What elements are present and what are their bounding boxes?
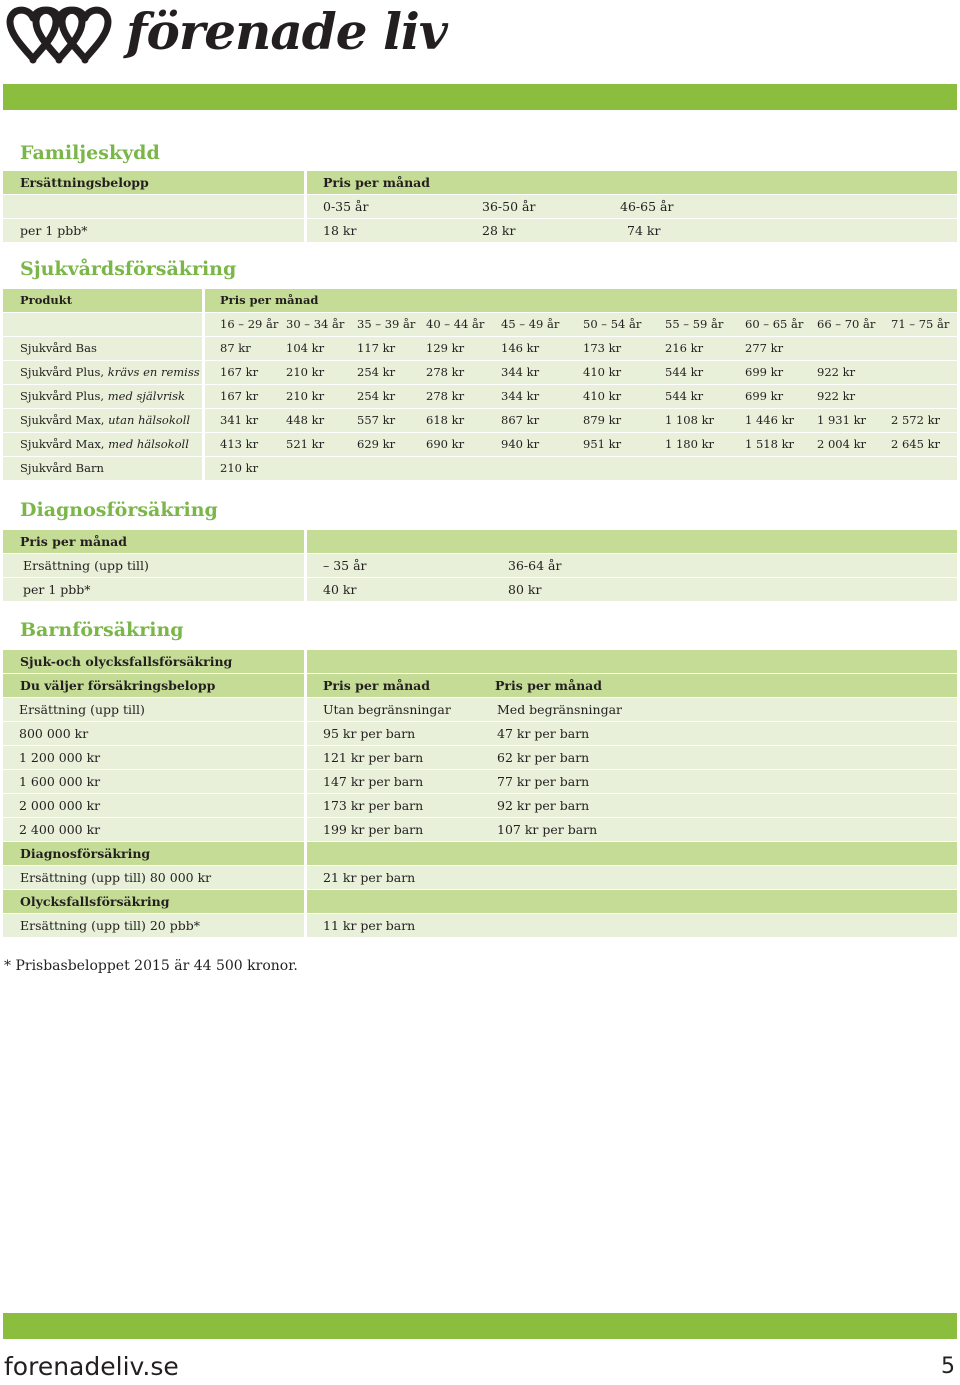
row-label: Ersättning (upp till) [23, 558, 149, 573]
price-cell: 690 kr [426, 437, 465, 451]
price-cell: 210 kr [286, 389, 325, 403]
age-cell: 45 – 49 år [501, 317, 560, 331]
price-cell: 278 kr [426, 389, 465, 403]
product-name [20, 385, 185, 408]
price-cell: 2 004 kr [817, 437, 867, 451]
table-cell: 199 kr per barn [323, 822, 424, 837]
product-name [20, 361, 200, 384]
age-cell: 16 – 29 år [220, 317, 279, 331]
table-cell: 800 000 kr [19, 726, 89, 741]
price-cell: 216 kr [665, 341, 704, 355]
table-cell: 77 kr per barn [497, 774, 590, 789]
price-cell: 940 kr [501, 437, 540, 451]
price-cell: 146 kr [501, 341, 540, 355]
logo [4, 2, 447, 68]
price-cell: 1 931 kr [817, 413, 867, 427]
price-cell: 951 kr [583, 437, 622, 451]
table-cell: Ersättning (upp till) 80 000 kr [20, 870, 212, 885]
table-cell: 147 kr per barn [323, 774, 424, 789]
price-cell: 410 kr [583, 365, 622, 379]
footnote: * Prisbasbeloppet 2015 är 44 500 kronor. [4, 958, 298, 974]
header-cell: Diagnosförsäkring [20, 846, 151, 861]
header-cell: Produkt [20, 293, 73, 307]
price-cell: 879 kr [583, 413, 622, 427]
table-cell: Med begränsningar [497, 702, 622, 717]
hearts-logo-icon [4, 4, 114, 66]
table-row [3, 313, 957, 336]
table-row [3, 794, 957, 817]
table-cell: 173 kr per barn [323, 798, 424, 813]
price-cell: 74 kr [627, 223, 661, 238]
sjukvard-title: Sjukvårdsförsäkring [20, 258, 237, 280]
table-row [3, 337, 957, 360]
table-cell: 95 kr per barn [323, 726, 416, 741]
price-cell: 448 kr [286, 413, 325, 427]
price-cell: 410 kr [583, 389, 622, 403]
price-cell: 922 kr [817, 389, 856, 403]
price-cell: 413 kr [220, 437, 259, 451]
brand-name: förenade liv [126, 2, 447, 61]
table-cell: 1 200 000 kr [19, 750, 101, 765]
price-cell: 80 kr [508, 582, 542, 597]
age-cell: 40 – 44 år [426, 317, 485, 331]
price-cell: 1 518 kr [745, 437, 795, 451]
price-cell: 277 kr [745, 341, 784, 355]
table-row [3, 457, 957, 480]
table-row [3, 433, 957, 456]
price-cell: 28 kr [482, 223, 516, 238]
table-row [3, 219, 957, 242]
price-cell: 699 kr [745, 365, 784, 379]
table-row [3, 746, 957, 769]
age-cell: – 35 år [323, 558, 367, 573]
table-cell: 92 kr per barn [497, 798, 590, 813]
header-cell: Olycksfallsförsäkring [20, 894, 170, 909]
table-cell: 2 400 000 kr [19, 822, 101, 837]
age-cell: 55 – 59 år [665, 317, 724, 331]
price-cell: 2 645 kr [891, 437, 941, 451]
product-label: Sjukvård Barn [20, 461, 104, 475]
table-row [3, 722, 957, 745]
table-header-row [3, 674, 957, 697]
price-cell: 544 kr [665, 365, 704, 379]
table-header-row [3, 890, 957, 913]
table-cell: 47 kr per barn [497, 726, 590, 741]
price-cell: 210 kr [220, 461, 259, 475]
age-cell: 66 – 70 år [817, 317, 876, 331]
product-variant: med hälsokoll [108, 437, 189, 451]
price-cell: 699 kr [745, 389, 784, 403]
price-cell: 2 572 kr [891, 413, 941, 427]
price-cell: 544 kr [665, 389, 704, 403]
table-header-row [3, 650, 957, 673]
table-row [3, 866, 957, 889]
price-cell: 629 kr [357, 437, 396, 451]
table-cell: 21 kr per barn [323, 870, 416, 885]
price-cell: 87 kr [220, 341, 251, 355]
table-cell: 121 kr per barn [323, 750, 424, 765]
price-cell: 278 kr [426, 365, 465, 379]
row-label: per 1 pbb* [23, 582, 91, 597]
age-cell: 0-35 år [323, 199, 369, 214]
product-variant: utan hälsokoll [108, 413, 191, 427]
table-cell: Ersättning (upp till) 20 pbb* [20, 918, 200, 933]
table-cell: 107 kr per barn [497, 822, 598, 837]
table-cell: 2 000 000 kr [19, 798, 101, 813]
table-row [3, 770, 957, 793]
price-cell: 210 kr [286, 365, 325, 379]
table-cell: 11 kr per barn [323, 918, 416, 933]
price-cell: 254 kr [357, 365, 396, 379]
header-cell: Du väljer försäkringsbelopp [20, 678, 216, 693]
age-cell: 60 – 65 år [745, 317, 804, 331]
price-cell: 922 kr [817, 365, 856, 379]
price-cell: 173 kr [583, 341, 622, 355]
table-row [3, 578, 957, 601]
table-header-row [3, 289, 957, 312]
product-label: Sjukvård Plus, [20, 365, 108, 379]
table-cell: Utan begränsningar [323, 702, 451, 717]
price-cell: 341 kr [220, 413, 259, 427]
age-cell: 35 – 39 år [357, 317, 416, 331]
age-cell: 36-50 år [482, 199, 536, 214]
page-number: 5 [941, 1354, 955, 1379]
product-label: Sjukvård Max, [20, 413, 109, 427]
price-cell: 867 kr [501, 413, 540, 427]
table-row [3, 385, 957, 408]
product-variant: med självrisk [107, 389, 186, 403]
price-cell: 1 108 kr [665, 413, 715, 427]
row-label: per 1 pbb* [20, 223, 88, 238]
product-name [20, 433, 189, 456]
header-cell: Ersättningsbelopp [20, 175, 149, 190]
bottom-band [3, 1313, 957, 1339]
price-cell: 167 kr [220, 365, 259, 379]
product-name [20, 409, 190, 432]
age-cell: 30 – 34 år [286, 317, 345, 331]
top-band [3, 84, 957, 110]
price-cell: 344 kr [501, 389, 540, 403]
product-label: Sjukvård Plus, [20, 389, 108, 403]
table-row [3, 554, 957, 577]
product-variant: krävs en remiss [107, 365, 200, 379]
product-name [20, 337, 97, 360]
price-cell: 1 180 kr [665, 437, 715, 451]
age-cell: 71 – 75 år [891, 317, 950, 331]
header-cell: Pris per månad [20, 534, 128, 549]
site-url: forenadeliv.se [4, 1352, 179, 1381]
table-row [3, 914, 957, 937]
diagnos-title: Diagnosförsäkring [20, 499, 218, 521]
table-cell: Ersättning (upp till) [19, 702, 145, 717]
price-cell: 344 kr [501, 365, 540, 379]
table-row [3, 361, 957, 384]
price-cell: 117 kr [357, 341, 396, 355]
age-cell: 46-65 år [620, 199, 674, 214]
table-cell: 62 kr per barn [497, 750, 590, 765]
header-cell: Pris per månad [323, 175, 431, 190]
price-cell: 618 kr [426, 413, 465, 427]
price-cell: 1 446 kr [745, 413, 795, 427]
table-row [3, 409, 957, 432]
table-header-row [3, 530, 957, 553]
age-cell: 50 – 54 år [583, 317, 642, 331]
price-cell: 129 kr [426, 341, 465, 355]
barn-title: Barnförsäkring [20, 619, 184, 641]
table-row [3, 698, 957, 721]
price-cell: 40 kr [323, 582, 357, 597]
age-cell: 36-64 år [508, 558, 562, 573]
table-cell: 1 600 000 kr [19, 774, 101, 789]
table-header-row [3, 842, 957, 865]
header-cell: Pris per månad [220, 293, 319, 307]
price-cell: 521 kr [286, 437, 325, 451]
table-row [3, 195, 957, 218]
table-header-row [3, 171, 957, 194]
price-cell: 104 kr [286, 341, 325, 355]
table-row [3, 818, 957, 841]
header-cell: Sjuk-och olycksfallsförsäkring [20, 654, 233, 669]
price-cell: 557 kr [357, 413, 396, 427]
product-name [20, 457, 104, 480]
header-cell: Pris per månad [323, 678, 431, 693]
product-label: Sjukvård Max, [20, 437, 109, 451]
header-cell: Pris per månad [495, 678, 603, 693]
price-cell: 18 kr [323, 223, 357, 238]
product-label: Sjukvård Bas [20, 341, 97, 355]
familjeskydd-title: Familjeskydd [20, 142, 160, 164]
price-cell: 254 kr [357, 389, 396, 403]
price-cell: 167 kr [220, 389, 259, 403]
